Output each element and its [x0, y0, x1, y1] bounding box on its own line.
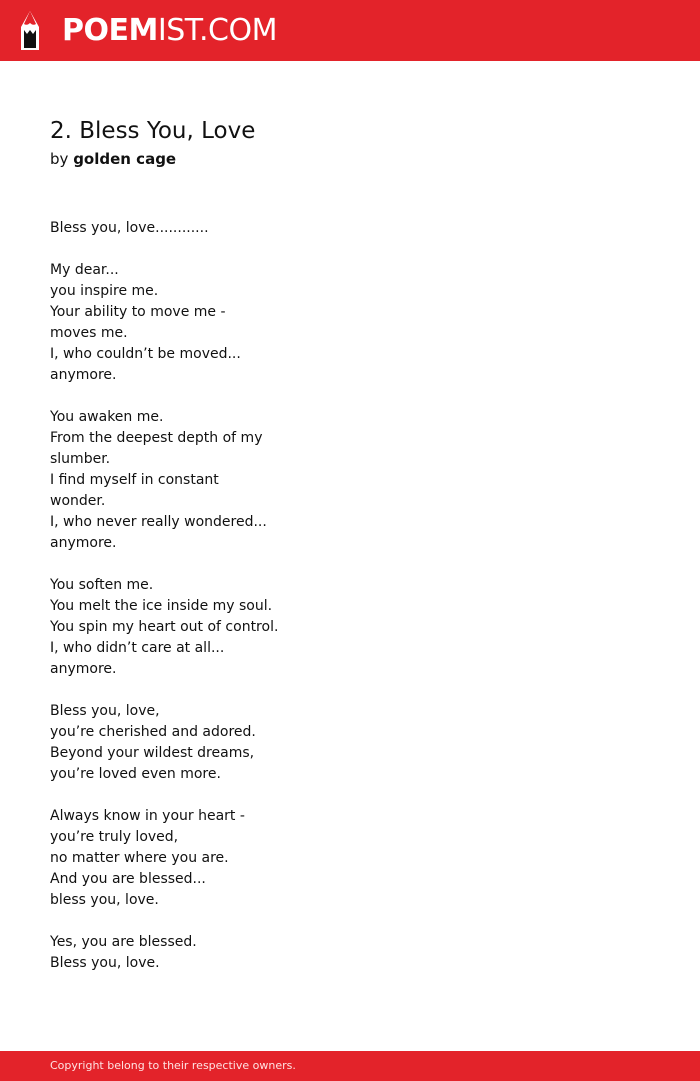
byline	[50, 148, 176, 170]
poem-line: I, who never really wondered...	[50, 514, 267, 530]
stanza-break	[50, 911, 450, 932]
poem-line: Yes, you are blessed.	[50, 934, 197, 950]
author-name[interactable]: golden cage	[73, 150, 177, 168]
poem-line: bless you, love.	[50, 892, 159, 908]
poem-line: I, who didn’t care at all...	[50, 640, 225, 656]
copyright-notice: Copyright belong to their respective owners.	[50, 1059, 296, 1072]
poem-line: no matter where you are.	[50, 850, 229, 866]
poem-line: Bless you, love.	[50, 955, 160, 971]
poem-line: You soften me.	[50, 577, 154, 593]
poem-line: And you are blessed...	[50, 871, 206, 887]
poem-line: Your ability to move me -	[50, 304, 226, 320]
poem-line: You melt the ice inside my soul.	[50, 598, 273, 614]
poem-line: Always know in your heart -	[50, 808, 245, 824]
poem-line: you’re cherished and adored.	[50, 724, 256, 740]
poem-line: I find myself in constant	[50, 472, 219, 488]
pen-nib-icon[interactable]	[17, 10, 43, 52]
poem-line: anymore.	[50, 367, 117, 383]
poem-line: moves me.	[50, 325, 128, 341]
site-footer	[0, 1051, 700, 1081]
poem-line: Bless you, love,	[50, 703, 160, 719]
stanza-break	[50, 680, 450, 701]
poem-body	[50, 218, 450, 974]
stanza-break	[50, 785, 450, 806]
stanza-break	[50, 554, 450, 575]
poem-line: you’re truly loved,	[50, 829, 179, 845]
poem-line: anymore.	[50, 661, 117, 677]
poem-line: From the deepest depth of my	[50, 430, 263, 446]
stanza-break	[50, 386, 450, 407]
poem-line: You awaken me.	[50, 409, 164, 425]
poem-line: you’re loved even more.	[50, 766, 221, 782]
poem-line: I, who couldn’t be moved...	[50, 346, 241, 362]
poem-line: My dear...	[50, 262, 119, 278]
poem-line: Bless you, love............	[50, 220, 209, 236]
brand-name-light: IST.COM	[157, 13, 277, 48]
poem-line: You spin my heart out of control.	[50, 619, 279, 635]
poem-title: 2. Bless You, Love	[50, 118, 256, 144]
poem-line: slumber.	[50, 451, 111, 467]
poem-line: wonder.	[50, 493, 106, 509]
site-header	[0, 0, 700, 61]
stanza-break	[50, 239, 450, 260]
by-label: by	[50, 150, 69, 168]
site-logo-text[interactable]	[62, 11, 277, 51]
brand-name-bold: POEM	[62, 13, 158, 48]
poem-line: you inspire me.	[50, 283, 159, 299]
poem-line: anymore.	[50, 535, 117, 551]
poem-line: Beyond your wildest dreams,	[50, 745, 255, 761]
